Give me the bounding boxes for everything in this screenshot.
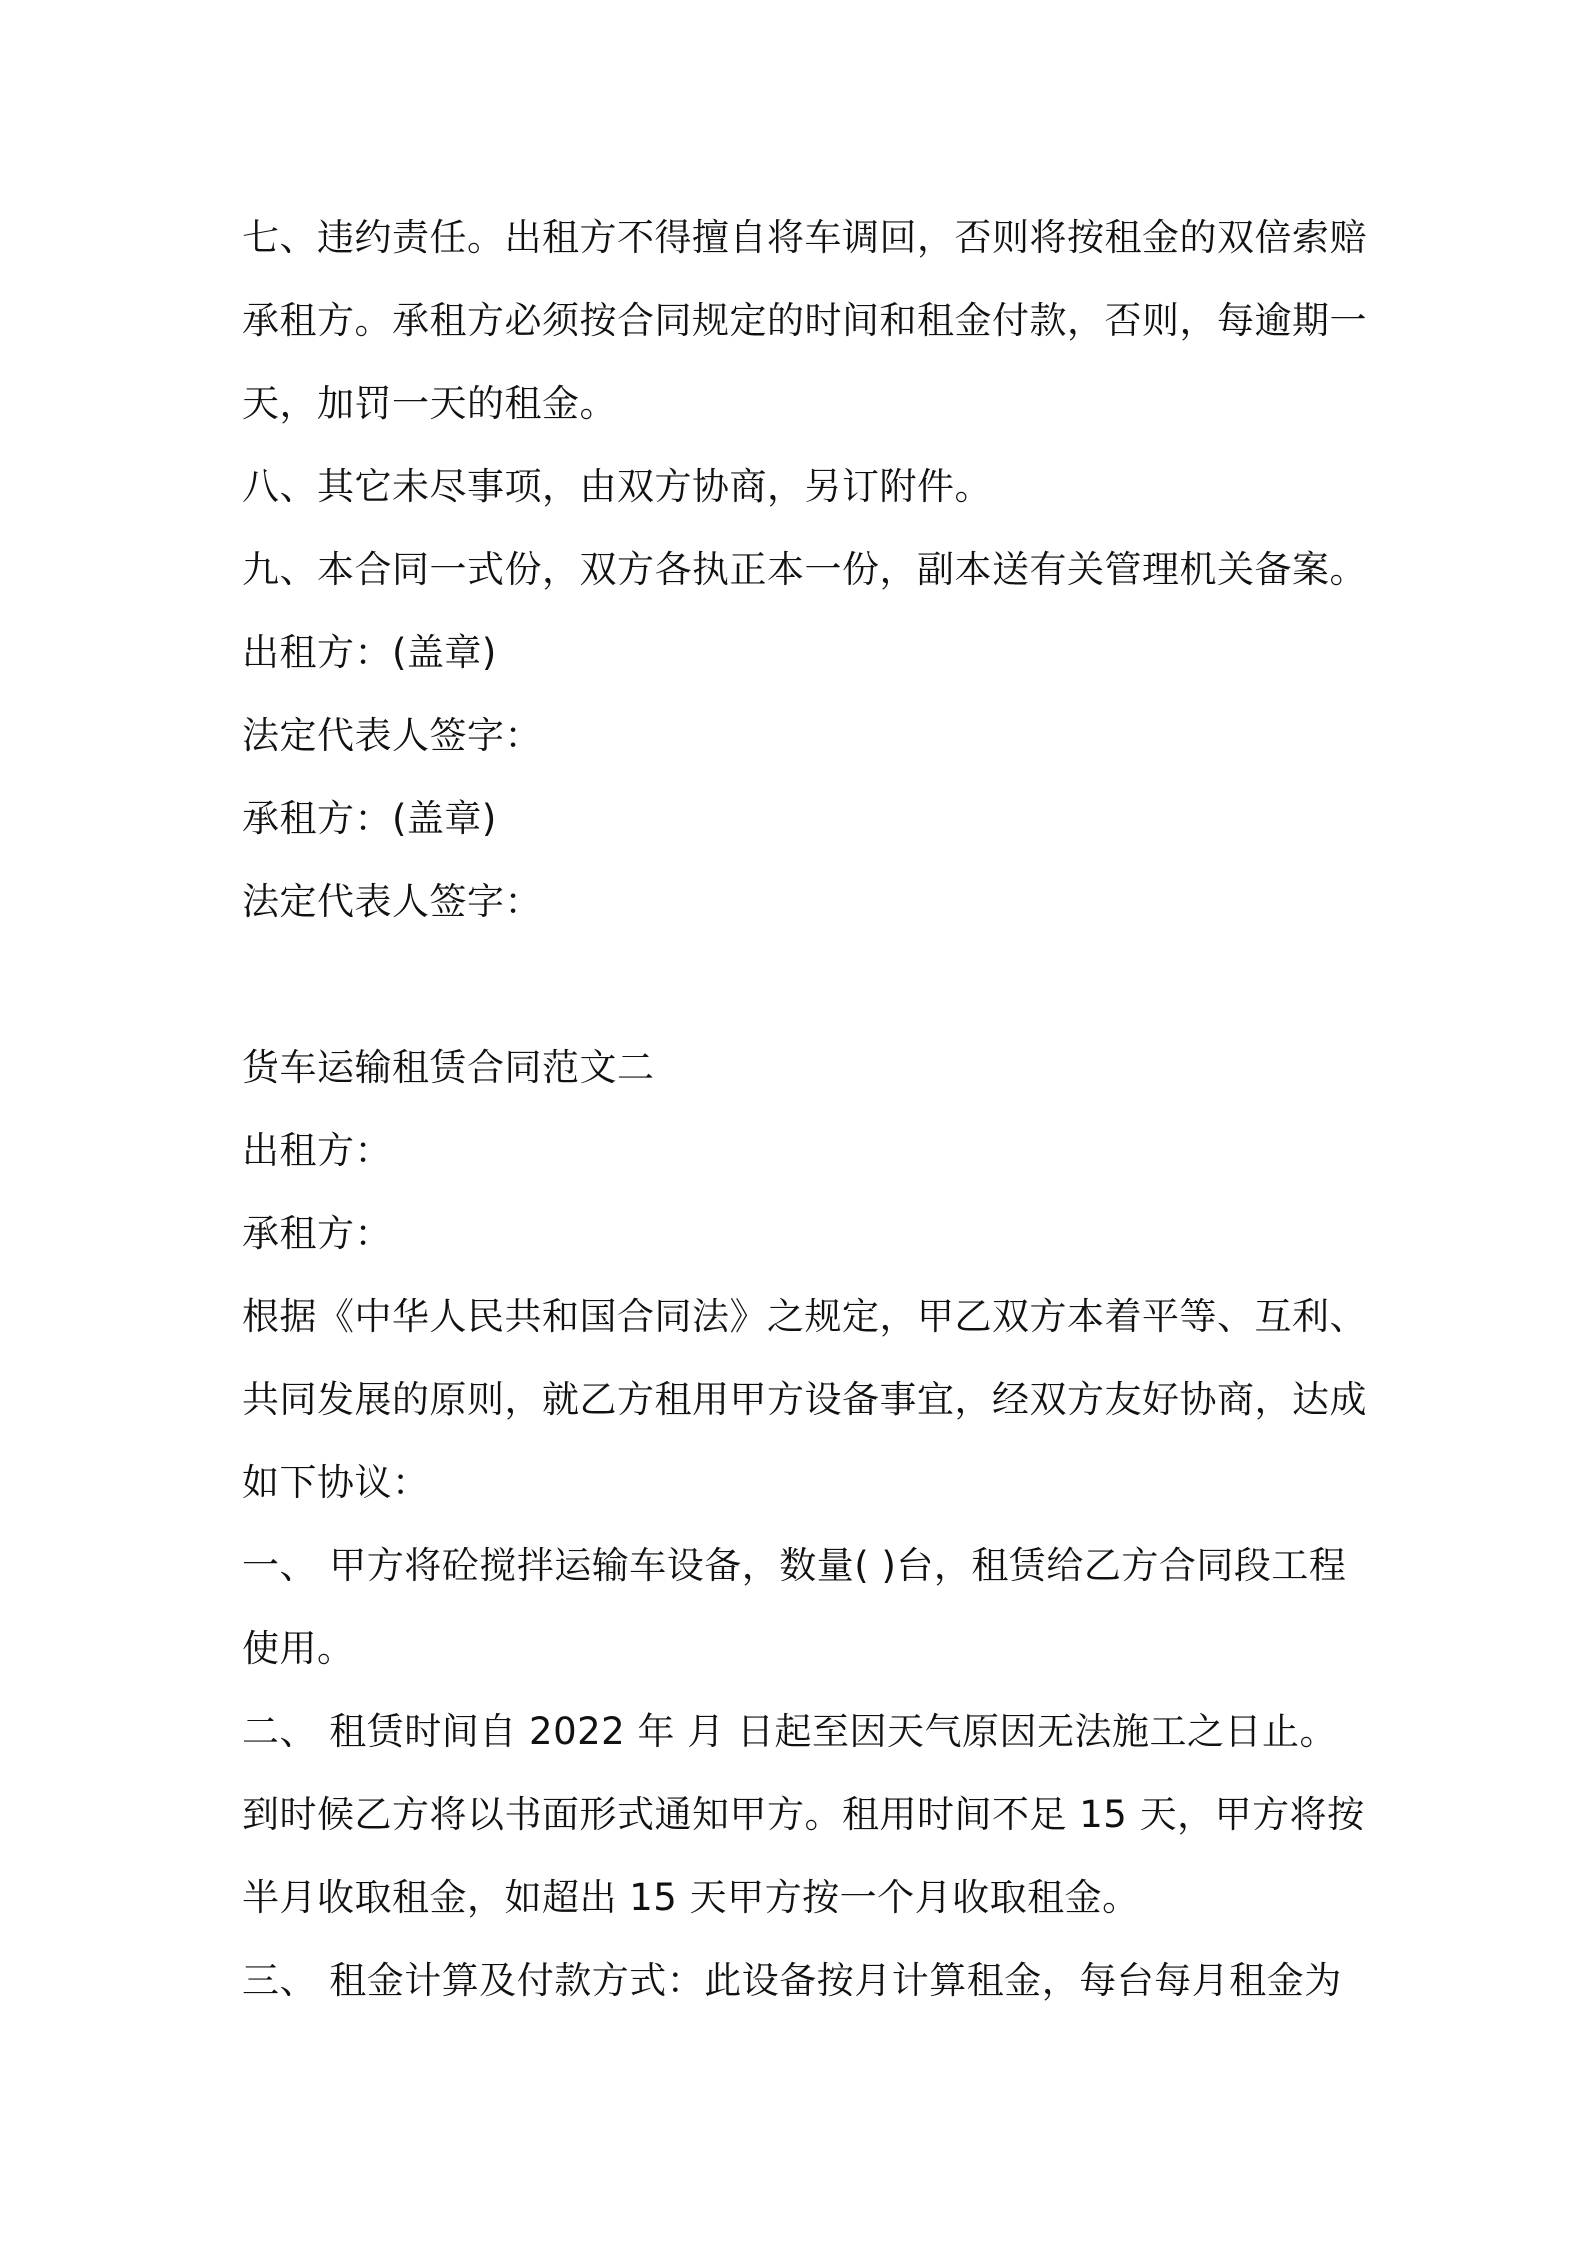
clause-9: 九、本合同一式份，双方各执正本一份，副本送有关管理机关备案。 [242, 548, 1367, 591]
lessor-representative-signature-line: 法定代表人签字： [242, 714, 542, 757]
preamble-line-2: 共同发展的原则，就乙方租用甲方设备事宜，经双方友好协商，达成 [242, 1378, 1367, 1421]
clause-2-line-1: 二、 租赁时间自 2022 年 月 日起至因天气原因无法施工之日止。 [242, 1710, 1337, 1753]
lessee-seal-line: 承租方：(盖章) [242, 797, 497, 840]
section-title: 货车运输租赁合同范文二 [242, 1046, 655, 1089]
clause-7-line-2: 承租方。承租方必须按合同规定的时间和租金付款，否则，每逾期一 [242, 299, 1367, 342]
clause-7-line-3: 天，加罚一天的租金。 [242, 382, 617, 425]
lessor-line: 出租方： [242, 1129, 392, 1172]
clause-7-line-1: 七、违约责任。出租方不得擅自将车调回，否则将按租金的双倍索赔 [242, 216, 1367, 259]
section-gap [242, 943, 1362, 1026]
lessee-representative-signature-line: 法定代表人签字： [242, 880, 542, 923]
lessee-line: 承租方： [242, 1212, 392, 1255]
preamble-line-3: 如下协议： [242, 1461, 430, 1504]
clause-2-line-3: 半月收取租金，如超出 15 天甲方按一个月收取租金。 [242, 1876, 1140, 1919]
clause-2-line-2: 到时候乙方将以书面形式通知甲方。租用时间不足 15 天，甲方将按 [242, 1793, 1365, 1836]
document-body [242, 196, 1367, 2022]
clause-3-line-1: 三、 租金计算及付款方式：此设备按月计算租金，每台每月租金为 [242, 1959, 1342, 2002]
clause-1-line-2: 使用。 [242, 1627, 355, 1670]
lessor-seal-line: 出租方：(盖章) [242, 631, 497, 674]
clause-1-line-1: 一、 甲方将砼搅拌运输车设备，数量( )台，租赁给乙方合同段工程 [242, 1544, 1347, 1587]
preamble-line-1: 根据《中华人民共和国合同法》之规定，甲乙双方本着平等、互利、 [242, 1295, 1367, 1338]
clause-8: 八、其它未尽事项，由双方协商，另订附件。 [242, 465, 992, 508]
